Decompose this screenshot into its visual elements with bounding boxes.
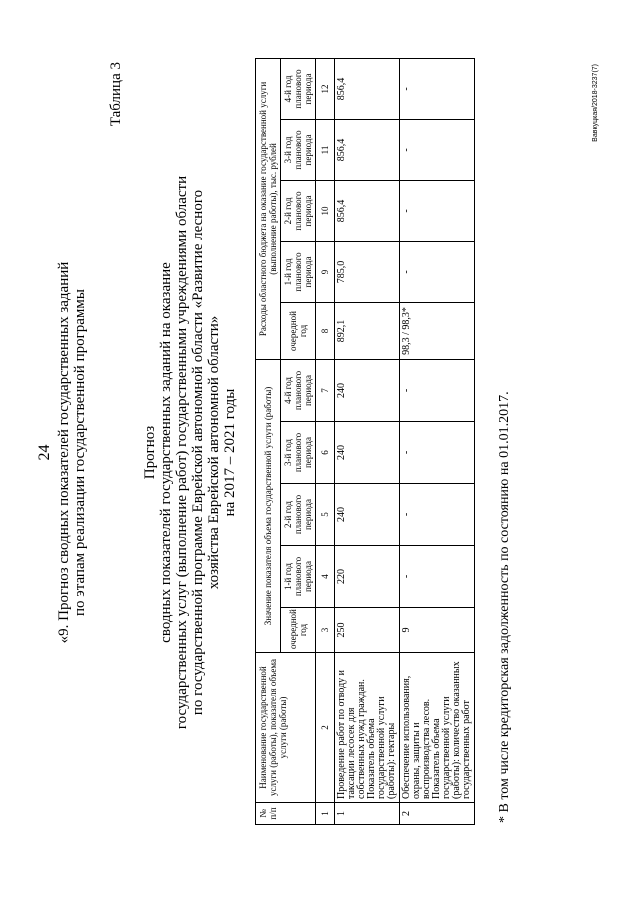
cell-value: 856,4: [335, 119, 400, 180]
forecast-line-4: хозяйства Еврейской автономной области»: [206, 315, 222, 590]
subheader-volume-plan-1: 1-й год планового периода: [281, 546, 316, 608]
cell-value: 785,0: [335, 241, 400, 302]
column-number: 10: [316, 180, 335, 241]
subheader-expense-plan-2: 2-й год планового периода: [281, 180, 316, 241]
cell-value: 892,1: [335, 302, 400, 359]
cell-value: 98,3 / 98,3*: [400, 302, 475, 359]
subheader-volume-plan-2: 2-й год планового периода: [281, 484, 316, 546]
column-number: 8: [316, 302, 335, 359]
column-number: 2: [316, 653, 335, 803]
forecast-line-5: на 2017 – 2021 годы: [222, 388, 238, 517]
column-number: 3: [316, 608, 335, 653]
cell-value: 856,4: [335, 58, 400, 119]
forecast-title: Прогноз: [142, 425, 158, 480]
subheader-expense-next-year: очередной год: [281, 302, 316, 359]
cell-value: -: [400, 119, 475, 180]
cell-value: 9: [400, 608, 475, 653]
table-row: [400, 58, 475, 824]
header-expense-group: Расходы областного бюджета на оказание государственной услуги (выполнение работы), тыс. рублей: [256, 58, 281, 359]
forecast-line-1: сводных показателей государственных заданий на оказание: [158, 262, 174, 643]
cell-value: 240: [335, 484, 400, 546]
page-number: 24: [36, 444, 53, 461]
row-number: 1: [335, 803, 400, 825]
column-number: 6: [316, 422, 335, 484]
subheader-expense-plan-4: 4-й год планового периода: [281, 58, 316, 119]
section-heading: [56, 0, 88, 905]
cell-value: 856,4: [335, 180, 400, 241]
cell-value: -: [400, 241, 475, 302]
forecast-line-2: государственных услуг (выполнение работ) государственными учреждениями области: [174, 175, 190, 730]
header-volume-group: Значение показателя объема государственной услуги (работы): [256, 359, 281, 652]
column-number: 5: [316, 484, 335, 546]
row-name: Проведение работ по отводу и таксации лесосек для собственных нужд граждан. Показатель объема государственной услуги (работы): гектары: [335, 653, 400, 803]
column-number: 7: [316, 359, 335, 421]
subheader-volume-plan-4: 4-й год планового периода: [281, 359, 316, 421]
cell-value: 220: [335, 546, 400, 608]
subheader-expense-plan-1: 1-й год планового периода: [281, 241, 316, 302]
forecast-title-block: [142, 0, 238, 905]
cell-value: 240: [335, 359, 400, 421]
cell-value: -: [400, 546, 475, 608]
heading-line-1: «9. Прогноз сводных показателей государственных заданий: [56, 261, 72, 644]
column-number: 12: [316, 58, 335, 119]
forecast-table: [255, 58, 475, 825]
subheader-expense-plan-3: 3-й год планового периода: [281, 119, 316, 180]
table-label: Таблица 3: [108, 62, 124, 127]
column-number: 1: [316, 803, 335, 825]
footnote: * В том числе кредиторская задолженность по состоянию на 01.01.2017.: [497, 391, 512, 823]
cell-value: 250: [335, 608, 400, 653]
cell-value: 240: [335, 422, 400, 484]
cell-value: -: [400, 58, 475, 119]
subheader-volume-plan-3: 3-й год планового периода: [281, 422, 316, 484]
row-name: Обеспечение использования, охраны, защиты и воспроизводства лесов. Показатель объема государственной услуги (работы): количество оказанных государственных работ: [400, 653, 475, 803]
column-number: 9: [316, 241, 335, 302]
column-number: 11: [316, 119, 335, 180]
cell-value: -: [400, 484, 475, 546]
table-row: [335, 58, 400, 824]
column-number: 4: [316, 546, 335, 608]
cell-value: -: [400, 180, 475, 241]
header-name: Наименование государственной услуги (работы), показателя объема услуги (работы): [256, 653, 316, 803]
heading-line-2: по этапам реализации государственной программы: [72, 289, 88, 616]
cell-value: -: [400, 359, 475, 421]
cell-value: -: [400, 422, 475, 484]
forecast-line-3: по государственной программе Еврейской автономной области «Развитие лесного: [190, 189, 206, 716]
header-no: № п/п: [256, 803, 316, 825]
document-stamp: Вавкуцкая/2018-3237(7): [592, 64, 599, 142]
row-number: 2: [400, 803, 475, 825]
subheader-volume-next-year: очередной год: [281, 608, 316, 653]
